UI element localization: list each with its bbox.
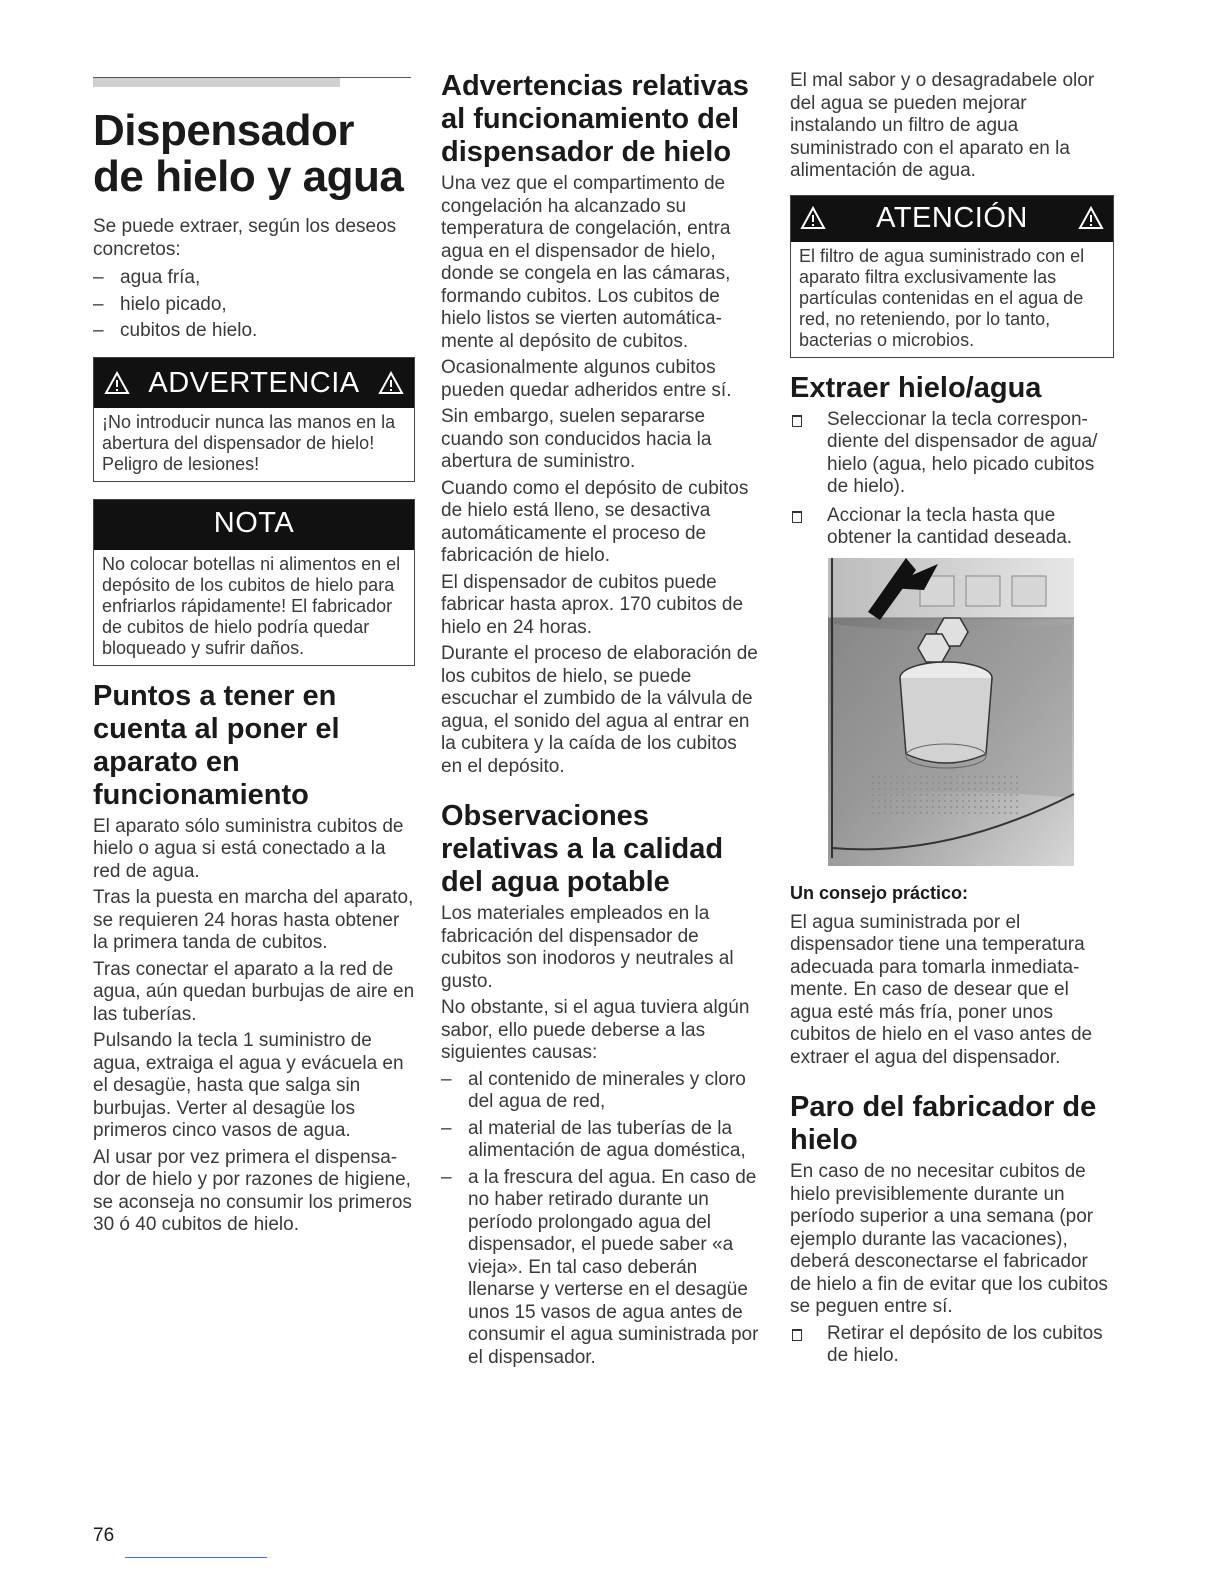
intro-text: El mal sabor y o desagradabele olor del agua se pueden mejorar instalando un filtro de agua suministrado con el aparato en la alimentación de agua. <box>790 70 1095 181</box>
list-item: – agua fría, <box>93 267 415 290</box>
paragraph: El dispensador de cubitos puede fabricar hasta aprox. 170 cubitos de hielo en 24 horas. <box>441 571 744 638</box>
paragraph: No obstante, si el agua tuviera algún sabor, ello puede deberse a las siguientes causas: <box>441 997 750 1063</box>
column-3 <box>790 70 1114 1374</box>
warning-header <box>94 358 414 408</box>
section-heading: Advertencias relativas al funcionamiento del dispensador de hielo <box>441 70 749 168</box>
tip-text: El agua suministrada por el dispensador tiene una temperatura adecuada para tomarla inmediata-mente. En caso de desear que el agua esté más fría, poner unos cubitos de hielo en el vaso antes de extraer el agua del dispensador. <box>790 911 1093 1068</box>
paragraph: Pulsando la tecla 1 suministro de agua, extraiga el agua y evácuela en el desagüe, hasta que salga sin burbujas. Verter al desagüe los primeros cinco vasos de agua. <box>93 1030 404 1141</box>
note-header <box>94 500 414 550</box>
section-heading: Paro del fabricador de hielo <box>790 1091 1097 1156</box>
attention-header <box>791 196 1113 242</box>
warning-triangle-icon <box>1078 206 1104 230</box>
paragraph: Una vez que el compartimento de congelación ha alcanzado su temperatura de congelación, entra agua en el dispensador de hielo, donde se congela en las cámaras, formando cubitos. Los cubitos de hielo listos se vierten automática-mente al depósito de cubitos. <box>441 173 731 352</box>
tip-heading: Un consejo práctico: <box>790 882 969 903</box>
list-item: – hielo picado, <box>93 294 415 317</box>
warning-box <box>93 357 415 482</box>
header-grey-band <box>93 77 340 87</box>
list-item <box>790 1323 1114 1368</box>
paragraph: Los materiales empleados en la fabricación del dispensador de cubitos son inodoros y neutrales al gusto. <box>441 903 734 992</box>
footer-link-line <box>125 1557 267 1558</box>
paragraph: Tras la puesta en marcha del aparato, se requieren 24 horas hasta obtener la primera tanda de cubitos. <box>93 887 414 953</box>
column-2 <box>441 70 759 1373</box>
section-heading: Observaciones relativas a la calidad del agua potable <box>441 800 724 898</box>
warning-triangle-icon <box>378 371 404 395</box>
paragraph: Ocasionalmente algunos cubitos pueden quedar adheridos entre sí. <box>441 357 732 401</box>
attention-text: El filtro de agua suministrado con el aparato filtra exclusivamente las partículas contenidas en el agua de red, no reteniendo, por lo tanto, bacterias o microbios. <box>799 245 1085 350</box>
list-item <box>790 409 1114 499</box>
paragraph: Cuando como el depósito de cubitos de hielo está lleno, se desactiva automáticamente el proceso de fabricación de hielo. <box>441 477 749 566</box>
warning-triangle-icon <box>800 206 826 230</box>
paragraph: Sin embargo, suelen separarse cuando son conducidos hacia la abertura de suministro. <box>441 406 712 472</box>
checkbox-bullet-icon <box>792 511 802 523</box>
list-item: – al material de las tuberías de la alimentación de agua doméstica, <box>441 1118 759 1163</box>
causes-list <box>441 1069 759 1370</box>
header-line <box>93 77 411 78</box>
warning-text: ¡No introducir nunca las manos en la abertura del dispensador de hielo! Peligro de lesiones! <box>102 411 396 474</box>
intro-text: Se puede extraer, según los deseos concretos: <box>93 216 397 260</box>
paragraph: Durante el proceso de elaboración de los cubitos de hielo, se puede escuchar el zumbido de la válvula de agua, el sonido del agua al entrar en la cubitera y la caída de los cubitos en el depósito. <box>441 643 758 777</box>
paragraph: Al usar por vez primera el dispensa-dor de hielo y por razones de higiene, se aconseja no consumir los primeros 30 ó 40 cubitos de hielo. <box>93 1146 412 1235</box>
warning-triangle-icon <box>104 371 130 395</box>
list-item: – al contenido de minerales y cloro del agua de red, <box>441 1069 759 1114</box>
note-title: NOTA <box>213 506 295 539</box>
stop-steps <box>790 1323 1114 1368</box>
list-item: – cubitos de hielo. <box>93 320 415 343</box>
note-text: No colocar botellas ni alimentos en el depósito de los cubitos de hielo para enfriarlos rápidamente! El fabricador de cubitos de hielo podría quedar bloqueado y sufrir daños. <box>102 553 401 658</box>
paragraph: Tras conectar el aparato a la red de agua, aún quedan burbujas de aire en las tuberías. <box>93 958 415 1025</box>
paragraph: En caso de no necesitar cubitos de hielo previsiblemente durante un período superior a una semana (por ejemplo durante las vacaciones), deberá desconectarse el fabricador de hielo a fin de evitar que los cubitos se peguen entre sí. <box>790 1161 1108 1317</box>
section-heading: Puntos a tener en cuenta al poner el aparato en funcionamiento <box>93 679 340 811</box>
column-1 <box>93 70 415 1241</box>
attention-title: ATENCIÓN <box>876 201 1028 234</box>
checkbox-bullet-icon <box>792 415 802 427</box>
options-list <box>93 267 415 343</box>
page-number: 76 <box>93 1525 115 1546</box>
warning-title: ADVERTENCIA <box>148 366 360 399</box>
list-item <box>790 505 1114 550</box>
step-text: Seleccionar la tecla correspon-diente del dispensador de agua/ hielo (agua, helo picado cubitos de hielo). <box>827 408 1098 497</box>
list-item: – a la frescura del agua. En caso de no haber retirado durante un período prolongado agua del dispensador, el puede saber «a vieja». En tal caso deberán llenarse y verterse en el desagüe unos 15 vasos de agua antes de consumir el agua suministrada por el dispensador. <box>441 1167 759 1370</box>
extract-steps <box>790 409 1114 550</box>
attention-box <box>790 195 1114 358</box>
dispenser-illustration <box>828 558 1076 866</box>
header-rule <box>93 70 415 86</box>
section-heading: Extraer hielo/agua <box>790 371 1042 404</box>
note-box <box>93 499 415 666</box>
step-text: Retirar el depósito de los cubitos de hielo. <box>827 1322 1103 1366</box>
checkbox-bullet-icon <box>792 1329 802 1341</box>
step-text: Accionar la tecla hasta que obtener la cantidad deseada. <box>827 504 1073 548</box>
paragraph: El aparato sólo suministra cubitos de hielo o agua si está conectado a la red de agua. <box>93 815 404 882</box>
page-title: Dispensador de hielo y agua <box>93 106 404 201</box>
